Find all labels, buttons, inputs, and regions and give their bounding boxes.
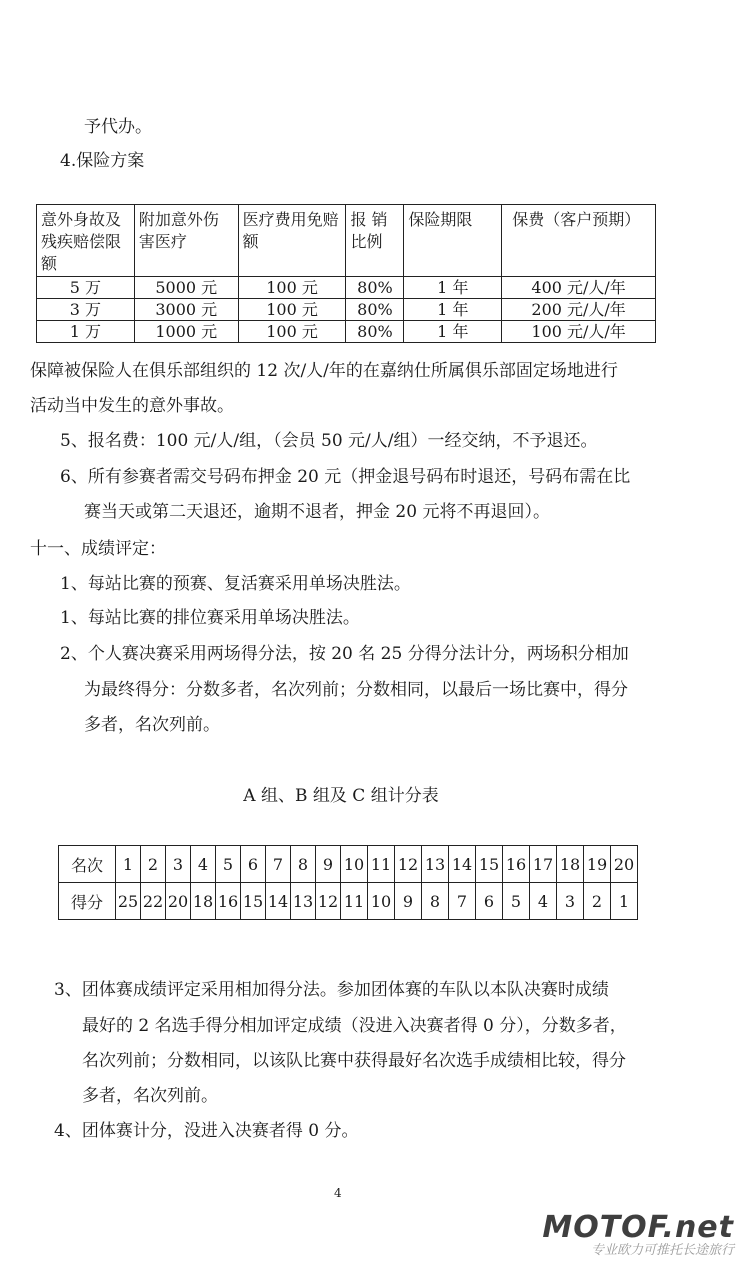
score-cell: 20 — [166, 883, 191, 920]
table-cell: 3 万 — [37, 299, 135, 321]
table-cell: 80% — [346, 299, 404, 321]
rank-label-cell: 名次 — [59, 846, 116, 883]
score-cell: 9 — [395, 883, 422, 920]
rank-cell: 15 — [476, 846, 503, 883]
table-cell: 3000 元 — [134, 299, 238, 321]
score-cell: 11 — [341, 883, 368, 920]
score-table — [58, 845, 638, 920]
table-cell: 1 年 — [404, 321, 502, 343]
score-cell: 13 — [291, 883, 316, 920]
score-cell: 22 — [141, 883, 166, 920]
score-cell: 7 — [449, 883, 476, 920]
watermark-subtitle: 专业欧力可推托长途旅行 — [590, 1243, 734, 1258]
insurance-header-row — [37, 205, 656, 277]
score-cell: 10 — [368, 883, 395, 920]
rank-row — [59, 846, 638, 883]
table-cell: 80% — [346, 321, 404, 343]
score-cell: 8 — [422, 883, 449, 920]
watermark — [542, 1210, 734, 1259]
rule-text: 多者，名次列前。 — [84, 715, 220, 735]
score-cell: 6 — [476, 883, 503, 920]
table-cell: 5 万 — [37, 277, 135, 299]
table-row — [37, 277, 656, 299]
table-cell: 5000 元 — [134, 277, 238, 299]
rank-cell: 7 — [266, 846, 291, 883]
rank-cell: 11 — [368, 846, 395, 883]
rule-text: 2、个人赛决赛采用两场得分法，按 20 名 25 分得分法计分，两场积分相加 — [60, 644, 629, 664]
score-cell: 14 — [266, 883, 291, 920]
rank-cell: 2 — [141, 846, 166, 883]
score-cell: 12 — [316, 883, 341, 920]
table-cell: 200 元/人/年 — [502, 299, 656, 321]
score-label-cell: 得分 — [59, 883, 116, 920]
rank-cell: 3 — [166, 846, 191, 883]
rank-cell: 4 — [191, 846, 216, 883]
insurance-table — [36, 204, 656, 343]
rank-cell: 10 — [341, 846, 368, 883]
insurance-header-cell: 保费（客户预期） — [502, 205, 656, 277]
rule-text: 4、团体赛计分，没进入决赛者得 0 分。 — [54, 1121, 359, 1141]
rule-text: 1、每站比赛的预赛、复活赛采用单场决胜法。 — [60, 574, 411, 594]
score-cell: 18 — [191, 883, 216, 920]
table-cell: 100 元 — [238, 277, 346, 299]
table-cell: 100 元 — [238, 299, 346, 321]
rule-text: 1、每站比赛的排位赛采用单场决胜法。 — [60, 608, 360, 628]
rank-cell: 14 — [449, 846, 476, 883]
table-cell: 1 万 — [37, 321, 135, 343]
rank-cell: 6 — [241, 846, 266, 883]
rank-cell: 18 — [557, 846, 584, 883]
rank-cell: 1 — [116, 846, 141, 883]
rank-cell: 17 — [530, 846, 557, 883]
rank-cell: 8 — [291, 846, 316, 883]
section-heading-insurance: 4.保险方案 — [60, 151, 145, 171]
section-heading-scoring: 十一、成绩评定： — [30, 539, 166, 559]
score-cell: 25 — [116, 883, 141, 920]
bib-deposit-text: 赛当天或第二天退还，逾期不退者，押金 20 元将不再退回）。 — [84, 502, 550, 522]
page-number: 4 — [334, 1186, 342, 1200]
rule-text: 多者，名次列前。 — [82, 1086, 218, 1106]
score-cell: 2 — [584, 883, 611, 920]
score-row — [59, 883, 638, 920]
rank-cell: 13 — [422, 846, 449, 883]
score-cell: 16 — [216, 883, 241, 920]
table-row — [37, 321, 656, 343]
table-cell: 100 元 — [238, 321, 346, 343]
table-cell: 400 元/人/年 — [502, 277, 656, 299]
score-table-title: A 组、B 组及 C 组计分表 — [243, 786, 439, 806]
insurance-coverage-text: 活动当中发生的意外事故。 — [30, 396, 234, 416]
table-row — [37, 299, 656, 321]
watermark-logo: MOTOF.net — [542, 1210, 734, 1245]
insurance-header-cell: 报 销比例 — [346, 205, 404, 277]
score-cell: 4 — [530, 883, 557, 920]
score-cell: 3 — [557, 883, 584, 920]
insurance-header-cell: 医疗费用免赔额 — [238, 205, 346, 277]
rule-text: 名次列前；分数相同，以该队比赛中获得最好名次选手成绩相比较，得分 — [82, 1051, 626, 1071]
table-cell: 1 年 — [404, 299, 502, 321]
registration-fee-text: 5、报名费：100 元/人/组，（会员 50 元/人/组）一经交纳，不予退还。 — [60, 431, 598, 451]
insurance-coverage-text: 保障被保险人在俱乐部组织的 12 次/人/年的在嘉纳仕所属俱乐部固定场地进行 — [30, 361, 618, 381]
rule-text: 3、团体赛成绩评定采用相加得分法。参加团体赛的车队以本队决赛时成绩 — [54, 980, 609, 1000]
bib-deposit-text: 6、所有参赛者需交号码布押金 20 元（押金退号码布时退还，号码布需在比 — [60, 467, 631, 487]
table-cell: 100 元/人/年 — [502, 321, 656, 343]
rank-cell: 5 — [216, 846, 241, 883]
insurance-header-cell: 附加意外伤害医疗 — [134, 205, 238, 277]
score-cell: 1 — [611, 883, 638, 920]
rank-cell: 16 — [503, 846, 530, 883]
rank-cell: 19 — [584, 846, 611, 883]
insurance-header-cell: 保险期限 — [404, 205, 502, 277]
score-cell: 15 — [241, 883, 266, 920]
rule-text: 为最终得分：分数多者，名次列前；分数相同，以最后一场比赛中，得分 — [84, 680, 628, 700]
insurance-header-cell: 意外身故及残疾赔偿限额 — [37, 205, 135, 277]
table-cell: 1000 元 — [134, 321, 238, 343]
rank-cell: 12 — [395, 846, 422, 883]
para-continuation: 予代办。 — [84, 117, 152, 137]
rank-cell: 20 — [611, 846, 638, 883]
rule-text: 最好的 2 名选手得分相加评定成绩（没进入决赛者得 0 分），分数多者， — [82, 1016, 627, 1036]
rank-cell: 9 — [316, 846, 341, 883]
table-cell: 1 年 — [404, 277, 502, 299]
table-cell: 80% — [346, 277, 404, 299]
score-cell: 5 — [503, 883, 530, 920]
